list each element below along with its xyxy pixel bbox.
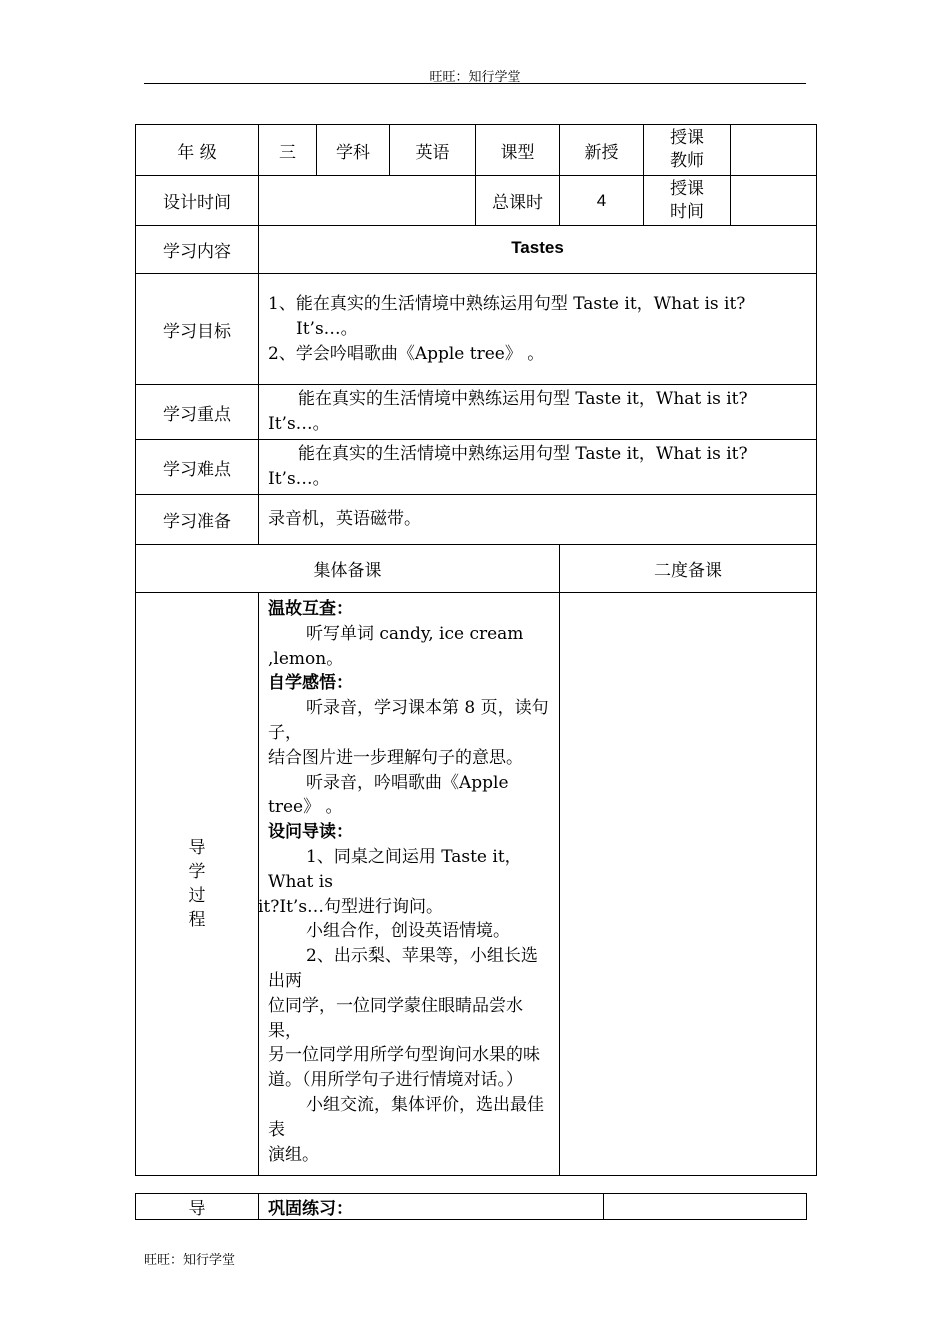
guide-line: 小组合作，创设英语情境。 bbox=[306, 921, 510, 942]
process-label-char: 导 bbox=[188, 838, 206, 858]
goals-value bbox=[259, 274, 817, 385]
teacher-label-line1: 授课 bbox=[670, 128, 704, 148]
review-title: 温故互查： bbox=[268, 599, 353, 619]
grade-value: 三 bbox=[259, 125, 317, 176]
class-time-label-line1: 授课 bbox=[670, 178, 704, 199]
grade-label: 年 级 bbox=[136, 125, 259, 176]
process-label-char: 学 bbox=[188, 862, 206, 882]
practice-second-cell bbox=[604, 1194, 807, 1220]
design-time-value bbox=[259, 176, 476, 226]
second-prep-header: 二度备课 bbox=[560, 545, 817, 593]
subject-value: 英语 bbox=[390, 125, 476, 176]
guide-line: 小组交流，集体评价，选出最佳表 bbox=[268, 1094, 544, 1140]
collective-prep-header: 集体备课 bbox=[136, 545, 560, 593]
header-divider bbox=[144, 83, 806, 84]
preparation-label: 学习准备 bbox=[136, 495, 259, 545]
teacher-value bbox=[731, 125, 817, 176]
teacher-label-line2: 教师 bbox=[670, 151, 704, 171]
guide-line: 位同学，一位同学蒙住眼睛品尝水果， bbox=[268, 995, 523, 1041]
class-time-value bbox=[731, 176, 817, 226]
guide-line: 道。（用所学句子进行情境对话。） bbox=[268, 1070, 523, 1091]
lesson-type-value: 新授 bbox=[560, 125, 644, 176]
key-point-label: 学习重点 bbox=[136, 385, 259, 440]
practice-side-label: 导 bbox=[136, 1194, 259, 1220]
difficulty-label: 学习难点 bbox=[136, 440, 259, 495]
page-header: 旺旺：知行学堂 bbox=[429, 70, 521, 85]
difficulty-line-1: 能在真实的生活情境中熟练运用句型 Taste it，What is it? bbox=[298, 444, 748, 464]
guide-line: 另一位同学用所学句型询问水果的味 bbox=[268, 1045, 540, 1066]
goals-line-1: 1、能在真实的生活情境中熟练运用句型 Taste it，What is it? bbox=[268, 293, 746, 314]
guide-line: 1、同桌之间运用 Taste it，What is bbox=[268, 846, 522, 892]
guide-title: 设问导读： bbox=[268, 822, 353, 843]
review-text: 听写单词 candy, ice cream ,lemon。 bbox=[268, 623, 524, 669]
practice-title: 巩固练习： bbox=[259, 1194, 604, 1220]
content-value: Tastes bbox=[259, 226, 817, 274]
teacher-label bbox=[644, 125, 731, 176]
self-study-line: 听录音，学习课本第 8 页，读句子， bbox=[268, 698, 549, 743]
second-prep-cell bbox=[560, 593, 817, 1176]
subject-label: 学科 bbox=[317, 125, 390, 176]
process-content bbox=[259, 593, 560, 1176]
self-study-title: 自学感悟： bbox=[268, 673, 353, 694]
lesson-type-label: 课型 bbox=[476, 125, 560, 176]
goals-line-3: 2、学会吟唱歌曲《Apple tree》 。 bbox=[268, 343, 545, 364]
design-time-label: 设计时间 bbox=[136, 176, 259, 226]
difficulty-line-2: It’s…。 bbox=[268, 469, 330, 489]
goals-line-2: It’s…。 bbox=[296, 318, 358, 339]
lesson-plan-table bbox=[135, 124, 817, 1176]
total-hours-value: 4 bbox=[560, 176, 644, 226]
page-footer: 旺旺：知行学堂 bbox=[144, 1253, 236, 1268]
guide-line: 2、出示梨、苹果等，小组长选出两 bbox=[268, 946, 538, 991]
process-label bbox=[136, 593, 259, 1176]
self-study-line: 结合图片进一步理解句子的意思。 bbox=[268, 747, 523, 768]
content-label: 学习内容 bbox=[136, 226, 259, 274]
goals-label: 学习目标 bbox=[136, 274, 259, 385]
key-point-line-2: It’s…。 bbox=[268, 414, 330, 434]
process-label-char: 程 bbox=[188, 910, 206, 930]
key-point-value bbox=[259, 385, 817, 440]
difficulty-value bbox=[259, 440, 817, 495]
practice-table bbox=[135, 1193, 807, 1220]
guide-line: it?It’s…句型进行询问。 bbox=[258, 896, 444, 917]
class-time-label bbox=[644, 176, 731, 226]
key-point-line-1: 能在真实的生活情境中熟练运用句型 Taste it，What is it? bbox=[298, 389, 748, 409]
guide-line: 演组。 bbox=[268, 1144, 319, 1165]
preparation-value: 录音机，英语磁带。 bbox=[259, 495, 817, 545]
self-study-line: 听录音，吟唱歌曲《Apple tree》 。 bbox=[268, 772, 509, 818]
process-label-char: 过 bbox=[188, 886, 206, 906]
total-hours-label: 总课时 bbox=[476, 176, 560, 226]
class-time-label-line2: 时间 bbox=[670, 201, 704, 222]
